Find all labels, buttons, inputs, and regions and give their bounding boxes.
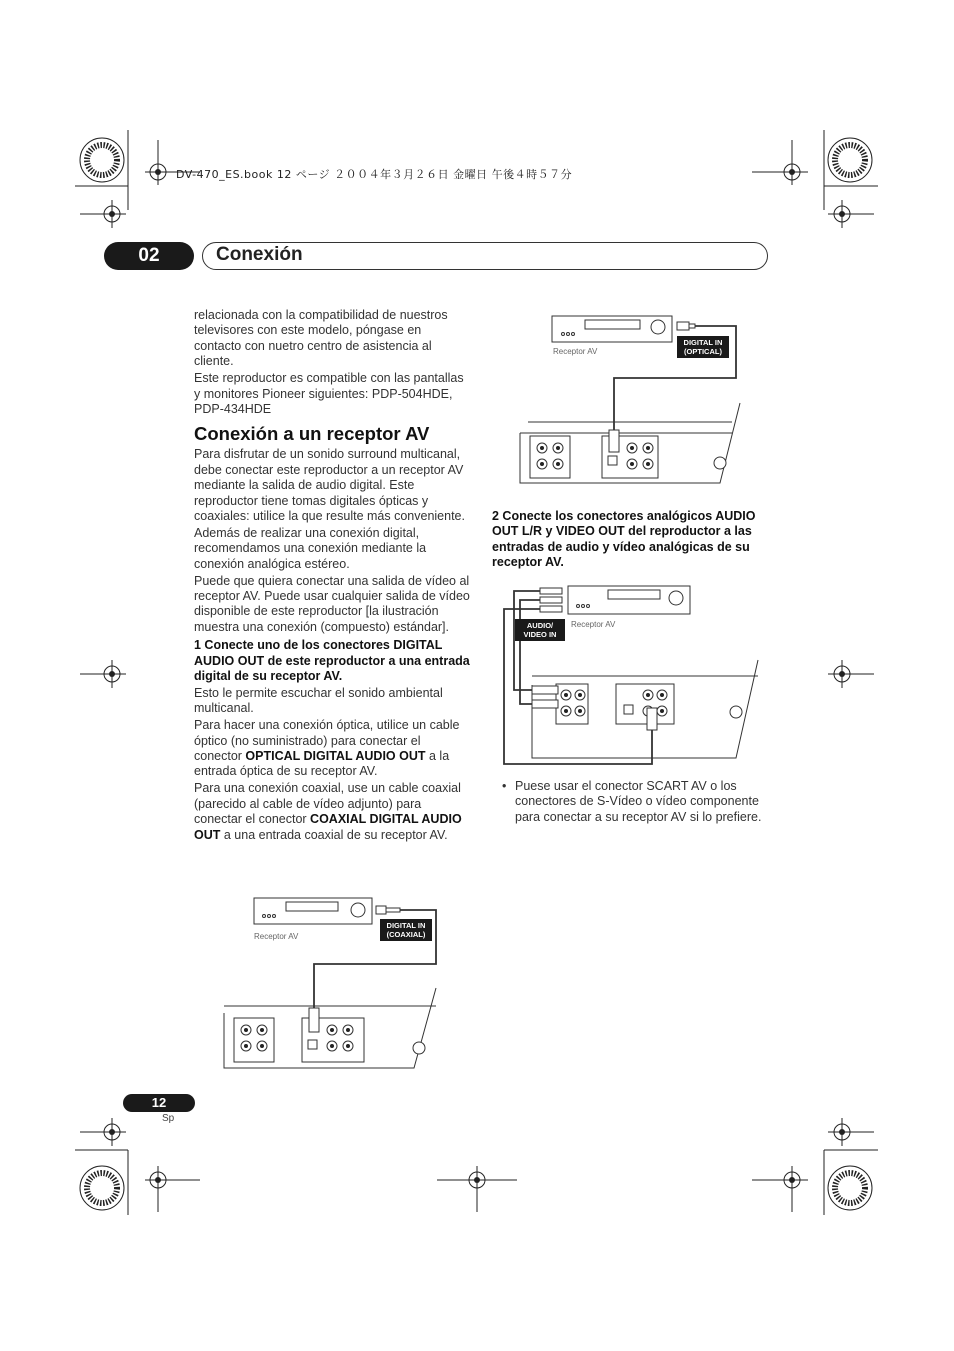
receiver-label-analog: Receptor AV <box>571 620 616 629</box>
paragraph-surround: Para disfrutar de un sonido surround multicanal, debe conectar este reproductor a un receptor AV mediante la salida de audio digital. Este reproductor tiene tomas digitales ópticas y coaxiales: utilice la que resulte más conveniente. <box>194 447 465 523</box>
paragraph-analog: Además de realizar una conexión digital, recomendamos una conexión mediante la conexión analógica estéreo. <box>194 525 427 571</box>
diagram-analog-connection <box>496 580 766 770</box>
receiver-label-coaxial: Receptor AV <box>254 932 299 941</box>
paragraph-optical: Para hacer una conexión óptica, utilice un cable óptico (no suministrado) para conectar el conector OPTICAL DIGITAL AUDIO OUT a la entrada óptica de su receptor AV. <box>194 718 460 779</box>
tag-audio-video-in: AUDIO/ VIDEO IN <box>515 619 565 641</box>
page-language: Sp <box>162 1113 175 1124</box>
page-number: 12 <box>123 1094 195 1112</box>
paragraph-video: Puede que quiera conectar una salida de vídeo al receptor AV. Puede usar cualquier salida de vídeo disponible de este reproductor [la ilustración muestra una conexión (compuesto) estándar]. <box>194 573 470 634</box>
chapter-number: 02 <box>104 242 194 270</box>
bullet-dot: • <box>502 779 507 793</box>
left-column <box>194 308 470 845</box>
diagram-optical-connection <box>510 308 760 488</box>
receiver-label-optical: Receptor AV <box>553 347 598 356</box>
diagram-coaxial-connection <box>214 888 444 1078</box>
bullet-note <box>500 779 770 825</box>
intro-paragraph-2: Este reproductor es compatible con las pantallas y monitores Pioneer siguientes: PDP-504HDE, PDP-434HDE <box>194 371 464 416</box>
paragraph-coaxial: Para una conexión coaxial, use un cable coaxial (parecido al cable de vídeo adjunto) para conectar el conector COAXIAL DIGITAL AUDIO OUT a una entrada coaxial de su receptor AV. <box>194 781 462 842</box>
paragraph-ambient: Esto le permite escuchar el sonido ambiental multicanal. <box>194 685 443 716</box>
chapter-title: Conexión <box>216 244 303 265</box>
tag-digital-in-coaxial: DIGITAL IN (COAXIAL) <box>380 919 432 941</box>
tag-digital-in-optical: DIGITAL IN (OPTICAL) <box>677 336 729 358</box>
intro-paragraph-1: relacionada con la compatibilidad de nuestros televisores con este modelo, póngase en contacto con nuetro centro de asistencia al cliente. <box>194 308 448 369</box>
step-1-heading: 1 Conecte uno de los conectores DIGITAL AUDIO OUT de este reproductor a una entrada digital de su receptor AV. <box>194 638 470 684</box>
bullet-text: Puese usar el conector SCART AV o los conectores de S-Vídeo o vídeo componente para conectar a su receptor AV si lo prefiere. <box>515 779 762 824</box>
section-title: Conexión a un receptor AV <box>194 423 430 445</box>
step-2-heading: 2 Conecte los conectores analógicos AUDIO OUT L/R y VIDEO OUT del reproductor a las entradas de audio y vídeo analógicas de su receptor AV. <box>492 509 756 570</box>
print-header: DV-470_ES.book 12 ページ ２００４年３月２６日 金曜日 午後４時５７分 <box>176 168 573 181</box>
